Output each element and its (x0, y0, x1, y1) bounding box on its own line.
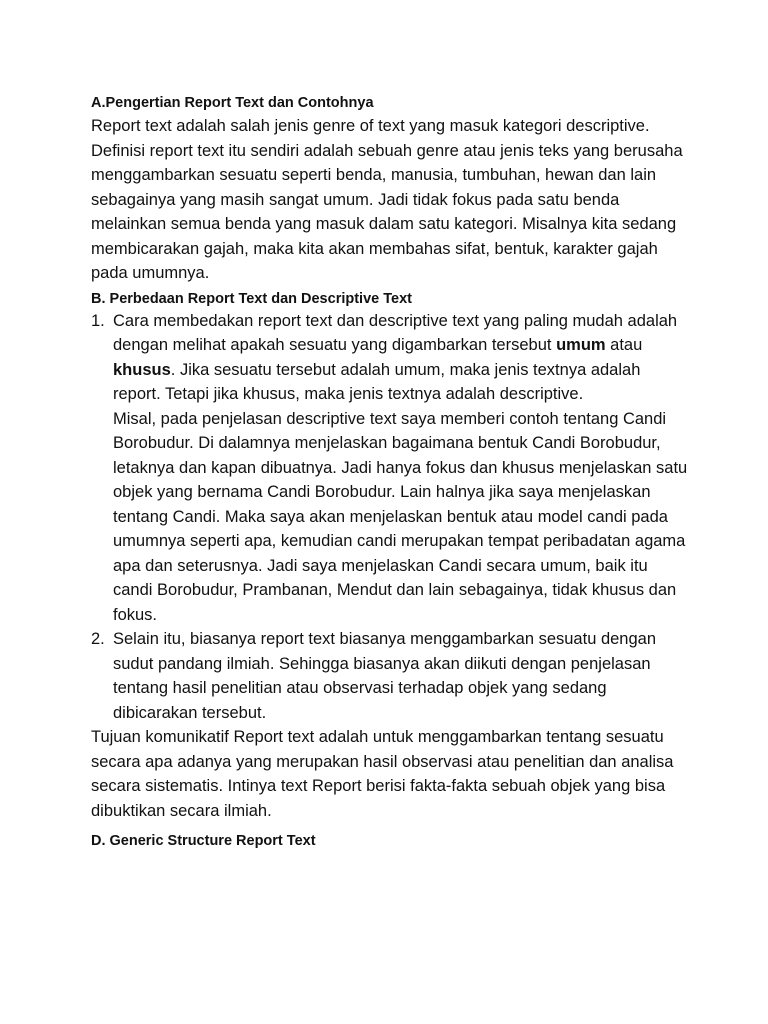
heading-section-a: A.Pengertian Report Text dan Contohnya (91, 95, 374, 111)
list-number-1: 1. (91, 311, 105, 330)
bold-term-khusus: khusus (113, 360, 171, 379)
list-item-1-text-before: Cara membedakan report text dan descriptive text yang paling mudah adalah dengan melihat apakah sesuatu yang digambarkan tersebut (113, 311, 678, 354)
paragraph-communicative-purpose: Tujuan komunikatif Report text adalah untuk menggambarkan tentang sesuatu secara apa adanya yang merupakan hasil observasi atau penelitian dan analisa secara sistematis. Intinya text Report berisi fakta-fakta sebuah objek yang bisa dibuktikan secara ilmiah. (91, 728, 674, 820)
list-item-1-text (113, 309, 691, 407)
bold-term-umum: umum (556, 336, 606, 354)
list-item-1 (91, 309, 691, 628)
list-item-1-text-after: . Jika sesuatu tersebut adalah umum, maka jenis textnya adalah report. Tetapi jika khusus, maka jenis textnya adalah descriptive. (113, 360, 641, 403)
paragraph-report-text-definition: Report text adalah salah jenis genre of text yang masuk kategori descriptive. Definisi report text itu sendiri adalah sebuah genre atau jenis teks yang berusaha menggambarkan sesuatu seperti benda, manusia, tumbuhan, hewan dan lain sebagainya yang masih sangat umum. Jadi tidak fokus pada satu benda melainkan semua benda yang masuk dalam satu kategori. Misalnya kita sedang membicarakan gajah, maka kita akan membahas sifat, bentuk, karakter gajah pada umumnya. (91, 117, 683, 282)
list-item-1-example: Misal, pada penjelasan descriptive text saya memberi contoh tentang Candi Borobudur. Di dalamnya menjelaskan bagaimana bentuk Candi Borobudur, letaknya dan kapan dibuatnya. Jadi hanya fokus dan khusus menjelaskan satu objek yang bernama Candi Borobudur. Lain halnya jika saya menjelaskan tentang Candi. Maka saya akan menjelaskan bentuk atau model candi pada umumnya seperti apa, kemudian candi merupakan tempat peribadatan agama apa dan seterusnya. Jadi saya menjelaskan Candi secara umum, baik itu candi Borobudur, Prambanan, Mendut dan lain sebagainya, tidak khusus dan fokus. (113, 409, 688, 624)
list-item-2 (91, 627, 691, 725)
document-page (91, 93, 691, 851)
list-item-1-text-middle: atau (605, 336, 643, 354)
list-number-2: 2. (91, 630, 105, 648)
list-item-2-text: Selain itu, biasanya report text biasanya menggambarkan sesuatu dengan sudut pandang ilmiah. Sehingga biasanya akan diikuti dengan penjelasan tentang hasil penelitian atau observasi terhadap objek yang sedang dibicarakan tersebut. (113, 630, 657, 722)
heading-section-d: D. Generic Structure Report Text (91, 833, 316, 849)
heading-section-b: B. Perbedaan Report Text dan Descriptive Text (91, 290, 412, 307)
difference-list (91, 309, 691, 726)
